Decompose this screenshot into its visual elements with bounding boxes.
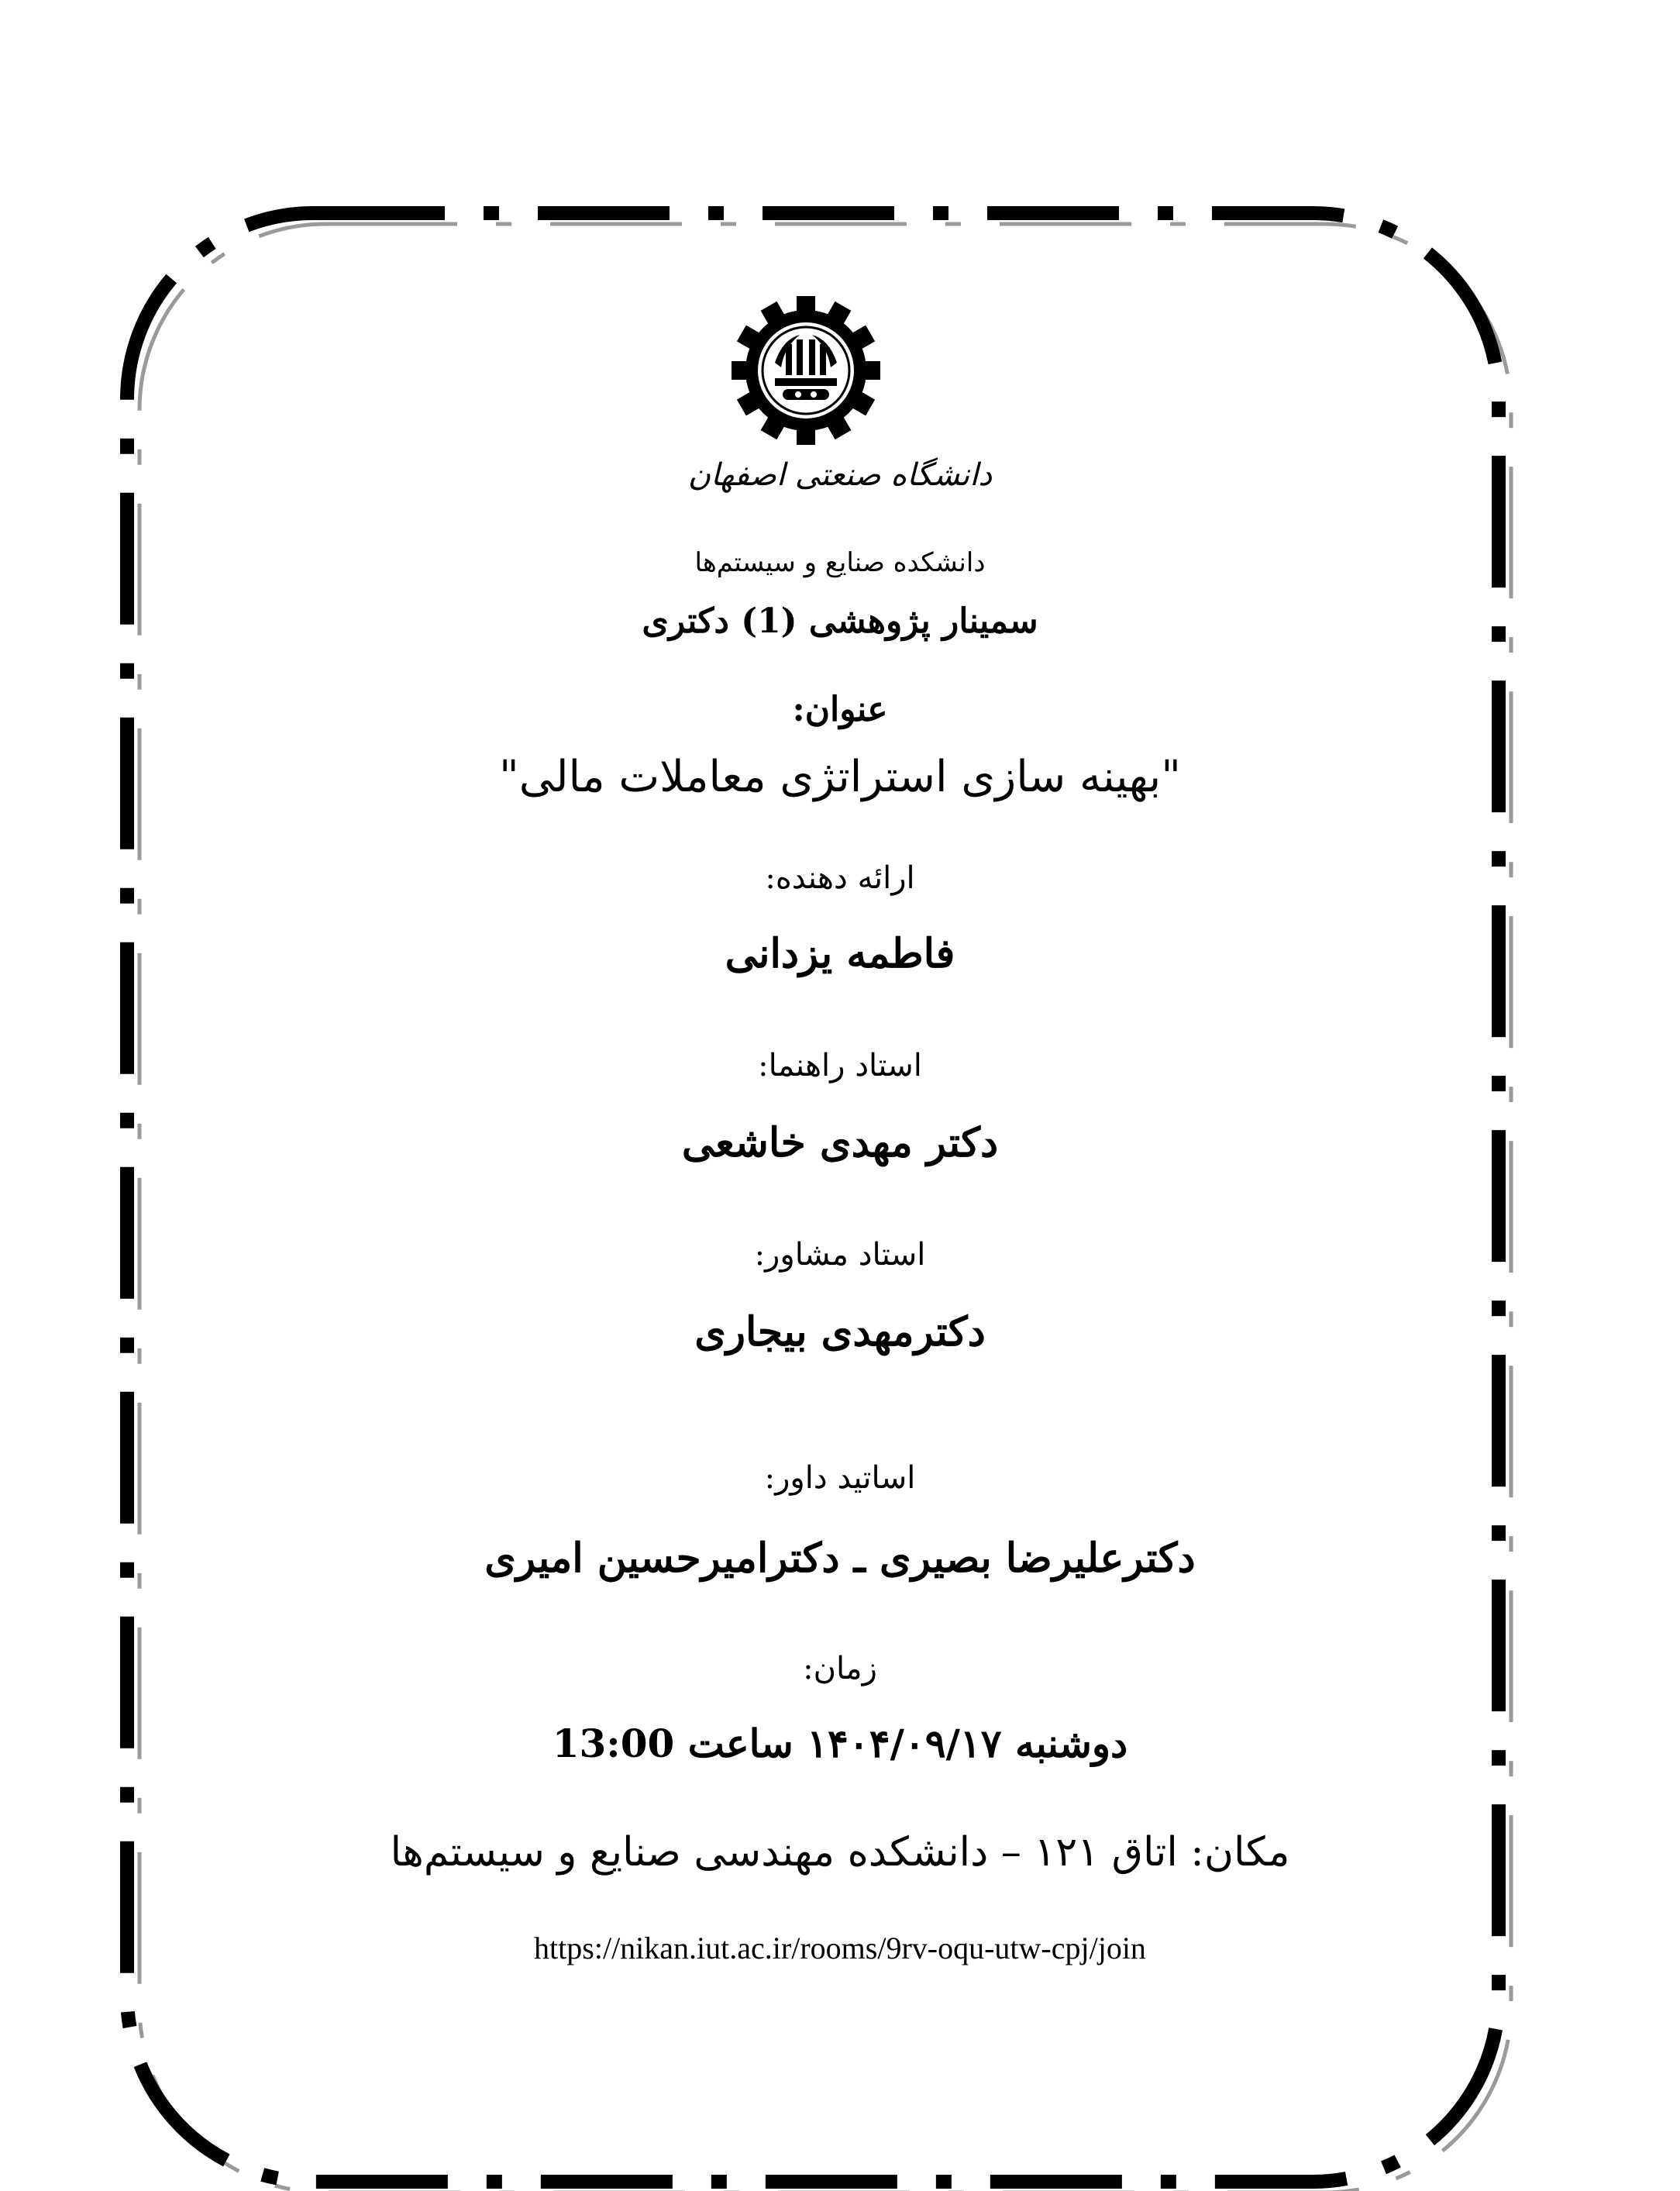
session-location: مکان: اتاق ۱۲۱ – دانشکده مهندسی صنایع و سیستم‌ها <box>390 1829 1290 1876</box>
online-room-link[interactable]: https://nikan.iut.ac.ir/rooms/9rv-oqu-utw-cpj/join <box>534 1931 1146 1965</box>
presenter-name: فاطمه یزدانی <box>725 930 955 977</box>
university-name-caption: دانشگاه صنعتی اصفهان <box>687 457 993 493</box>
subject-title: "بهینه سازی استراتژی معاملات مالی" <box>499 752 1181 802</box>
advisor-label: استاد مشاور: <box>754 1237 926 1273</box>
seminar-title: سمینار پژوهشی (1) دکتری <box>642 601 1038 641</box>
advisor-name: دکترمهدی بیجاری <box>694 1308 986 1356</box>
university-gear-emblem-icon <box>728 293 883 448</box>
referees-names: دکترعلیرضا بصیری ـ دکترامیرحسین امیری <box>484 1535 1196 1582</box>
referees-label: اساتید داور: <box>764 1460 916 1496</box>
time-label: زمان: <box>803 1651 877 1686</box>
subject-label: عنوان: <box>792 690 888 729</box>
supervisor-label: استاد راهنما: <box>758 1048 922 1083</box>
faculty-name: دانشکده صنایع و سیستم‌ها <box>694 547 986 578</box>
supervisor-name: دکتر مهدی خاشعی <box>681 1119 999 1166</box>
presenter-label: ارائه دهنده: <box>765 860 915 896</box>
session-time: دوشنبه ۱۴۰۴/۰۹/۱۷ ساعت 13:00 <box>552 1721 1128 1766</box>
